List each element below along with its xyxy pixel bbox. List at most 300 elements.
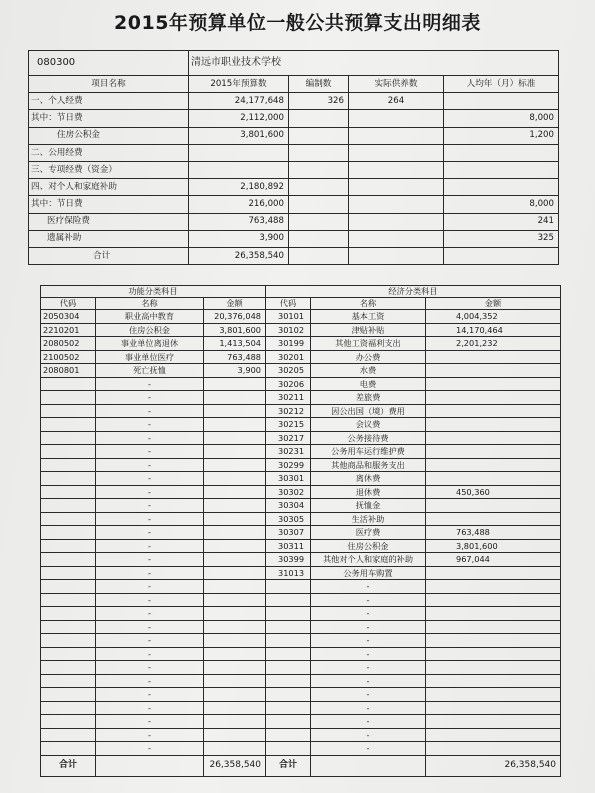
header-func-code: 代码: [41, 298, 96, 310]
func-amount: [204, 499, 266, 513]
detail-row: [41, 701, 561, 715]
summary-table: [28, 50, 559, 265]
func-code: 2050304: [41, 310, 96, 324]
func-name-placeholder: -: [96, 566, 204, 580]
detail-row: [41, 391, 561, 405]
summary-actual: [349, 196, 444, 213]
func-amount: [204, 701, 266, 715]
econ-amount: 2,201,232: [426, 337, 561, 351]
econ-code: 30205: [266, 364, 311, 378]
summary-budget: [189, 161, 289, 178]
detail-row: [41, 350, 561, 364]
econ-code: [266, 701, 311, 715]
summary-budget: 763,488: [189, 213, 289, 230]
func-amount: [204, 418, 266, 432]
summary-standard: [444, 179, 559, 196]
func-name-placeholder: -: [96, 472, 204, 486]
summary-actual: [349, 110, 444, 127]
func-code: [41, 391, 96, 405]
econ-code: 30299: [266, 458, 311, 472]
summary-row: [29, 93, 559, 110]
summary-row: [29, 247, 559, 264]
func-name-placeholder: -: [96, 445, 204, 459]
summary-budget: 24,177,648: [189, 93, 289, 110]
econ-amount: 14,170,464: [426, 323, 561, 337]
econ-code: 30399: [266, 553, 311, 567]
func-name-placeholder: -: [96, 715, 204, 729]
func-amount: [204, 607, 266, 621]
econ-amount: [426, 715, 561, 729]
econ-code: [266, 620, 311, 634]
detail-row: [41, 310, 561, 324]
econ-amount: [426, 472, 561, 486]
summary-budget: [189, 144, 289, 161]
summary-item-name: 四、对个人和家庭补助: [29, 179, 189, 196]
func-amount: [204, 593, 266, 607]
summary-standard: [444, 144, 559, 161]
func-amount: [204, 512, 266, 526]
func-code: [41, 418, 96, 432]
header-func-amount: 金额: [204, 298, 266, 310]
func-amount: [204, 458, 266, 472]
func-name-placeholder: -: [96, 391, 204, 405]
func-code: 2100502: [41, 350, 96, 364]
detail-group-row: [41, 286, 561, 298]
summary-standard: [444, 161, 559, 178]
econ-amount: 450,360: [426, 485, 561, 499]
func-name-placeholder: -: [96, 701, 204, 715]
func-code: [41, 377, 96, 391]
func-amount: [204, 566, 266, 580]
func-name-placeholder: -: [96, 539, 204, 553]
func-name-placeholder: -: [96, 728, 204, 742]
func-amount: [204, 391, 266, 405]
summary-item-name: 其中：节日费: [29, 196, 189, 213]
summary-item-name: 其中：节日费: [29, 110, 189, 127]
econ-name-placeholder: -: [311, 661, 426, 675]
econ-code: [266, 634, 311, 648]
func-amount: [204, 431, 266, 445]
econ-amount: 3,801,600: [426, 539, 561, 553]
summary-row: [29, 179, 559, 196]
econ-name: 其他对个人和家庭的补助: [311, 553, 426, 567]
header-actual: 实际供养数: [349, 76, 444, 93]
detail-row: [41, 431, 561, 445]
summary-item-name: 二、公用经费: [29, 144, 189, 161]
func-amount: [204, 539, 266, 553]
econ-code: [266, 593, 311, 607]
func-code: [41, 674, 96, 688]
func-amount: [204, 661, 266, 675]
summary-staff: [289, 161, 349, 178]
func-name-placeholder: -: [96, 377, 204, 391]
econ-name-placeholder: -: [311, 580, 426, 594]
econ-code: 30217: [266, 431, 311, 445]
func-name-placeholder: -: [96, 553, 204, 567]
econ-name: 其他工资福利支出: [311, 337, 426, 351]
econ-name-placeholder: -: [311, 715, 426, 729]
func-name: 死亡抚恤: [96, 364, 204, 378]
econ-code: 30311: [266, 539, 311, 553]
detail-row: [41, 647, 561, 661]
unit-name: 清远市职业技术学校: [189, 51, 559, 76]
econ-name: 公务接待费: [311, 431, 426, 445]
econ-name: 住房公积金: [311, 539, 426, 553]
econ-code: 30215: [266, 418, 311, 432]
func-amount: 3,900: [204, 364, 266, 378]
summary-standard: 241: [444, 213, 559, 230]
detail-row: [41, 404, 561, 418]
econ-code: [266, 688, 311, 702]
econ-code: 30301: [266, 472, 311, 486]
econ-amount: [426, 607, 561, 621]
econ-name-placeholder: -: [311, 688, 426, 702]
func-name-placeholder: -: [96, 458, 204, 472]
func-amount: [204, 647, 266, 661]
func-name-placeholder: -: [96, 404, 204, 418]
econ-code: [266, 715, 311, 729]
func-code: [41, 539, 96, 553]
econ-code: 31013: [266, 566, 311, 580]
detail-row: [41, 539, 561, 553]
summary-item-name: 住房公积金: [29, 127, 189, 144]
summary-budget: 2,112,000: [189, 110, 289, 127]
econ-code: [266, 728, 311, 742]
econ-amount: [426, 458, 561, 472]
econ-code: [266, 580, 311, 594]
func-name-placeholder: -: [96, 431, 204, 445]
econ-name: 会议费: [311, 418, 426, 432]
func-amount: [204, 634, 266, 648]
econ-name: 差旅费: [311, 391, 426, 405]
group-functional: 功能分类科目: [41, 286, 266, 298]
total-spacer-right: [311, 755, 426, 776]
func-amount: [204, 715, 266, 729]
econ-name: 基本工资: [311, 310, 426, 324]
func-name-placeholder: -: [96, 418, 204, 432]
summary-row: [29, 213, 559, 230]
func-amount: [204, 404, 266, 418]
detail-row: [41, 688, 561, 702]
func-code: [41, 526, 96, 540]
summary-item-name: 合计: [29, 247, 189, 264]
func-code: [41, 458, 96, 472]
func-amount: [204, 728, 266, 742]
func-name: 事业单位医疗: [96, 350, 204, 364]
func-amount: [204, 377, 266, 391]
summary-row: [29, 127, 559, 144]
func-name-placeholder: -: [96, 674, 204, 688]
detail-table: [40, 285, 561, 777]
summary-budget: 216,000: [189, 196, 289, 213]
summary-actual: [349, 230, 444, 247]
detail-row: [41, 593, 561, 607]
func-code: [41, 566, 96, 580]
total-amount-left: 26,358,540: [204, 755, 266, 776]
header-econ-name: 名称: [311, 298, 426, 310]
econ-amount: [426, 391, 561, 405]
header-budget: 2015年预算数: [189, 76, 289, 93]
econ-amount: [426, 445, 561, 459]
econ-amount: [426, 350, 561, 364]
econ-name-placeholder: -: [311, 593, 426, 607]
summary-row: [29, 196, 559, 213]
summary-standard: 8,000: [444, 110, 559, 127]
func-amount: [204, 688, 266, 702]
econ-amount: 4,004,352: [426, 310, 561, 324]
econ-name-placeholder: -: [311, 620, 426, 634]
econ-amount: [426, 634, 561, 648]
detail-row: [41, 674, 561, 688]
summary-budget: 3,801,600: [189, 127, 289, 144]
func-code: [41, 404, 96, 418]
detail-row: [41, 728, 561, 742]
econ-name: 办公费: [311, 350, 426, 364]
econ-name-placeholder: -: [311, 728, 426, 742]
summary-item-name: 遗属补助: [29, 230, 189, 247]
group-economic: 经济分类科目: [266, 286, 561, 298]
func-code: [41, 485, 96, 499]
econ-amount: [426, 701, 561, 715]
summary-row: [29, 144, 559, 161]
func-code: [41, 512, 96, 526]
func-code: [41, 593, 96, 607]
func-amount: [204, 620, 266, 634]
econ-name: 水费: [311, 364, 426, 378]
detail-row: [41, 607, 561, 621]
summary-staff: [289, 127, 349, 144]
econ-code: 30211: [266, 391, 311, 405]
econ-code: [266, 742, 311, 756]
econ-name: 因公出国（境）费用: [311, 404, 426, 418]
econ-code: 30201: [266, 350, 311, 364]
func-name: 住房公积金: [96, 323, 204, 337]
econ-amount: [426, 742, 561, 756]
econ-code: 30212: [266, 404, 311, 418]
func-name-placeholder: -: [96, 526, 204, 540]
detail-row: [41, 742, 561, 756]
econ-name-placeholder: -: [311, 647, 426, 661]
econ-name: 退休费: [311, 485, 426, 499]
summary-actual: [349, 247, 444, 264]
func-code: 2210201: [41, 323, 96, 337]
econ-amount: 967,044: [426, 553, 561, 567]
summary-standard: 1,200: [444, 127, 559, 144]
func-code: 2080502: [41, 337, 96, 351]
detail-row: [41, 485, 561, 499]
func-code: [41, 553, 96, 567]
total-label-right: 合计: [266, 755, 311, 776]
detail-total-row: [41, 755, 561, 776]
summary-header-row: [29, 76, 559, 93]
func-amount: 763,488: [204, 350, 266, 364]
econ-amount: [426, 418, 561, 432]
summary-standard: [444, 247, 559, 264]
summary-standard: 8,000: [444, 196, 559, 213]
func-code: [41, 472, 96, 486]
detail-row: [41, 418, 561, 432]
func-code: [41, 580, 96, 594]
func-code: [41, 620, 96, 634]
func-code: [41, 647, 96, 661]
func-amount: [204, 445, 266, 459]
func-name-placeholder: -: [96, 485, 204, 499]
func-name-placeholder: -: [96, 742, 204, 756]
econ-amount: 763,488: [426, 526, 561, 540]
header-item-name: 项目名称: [29, 76, 189, 93]
summary-actual: [349, 161, 444, 178]
summary-row: [29, 110, 559, 127]
detail-row: [41, 553, 561, 567]
detail-row: [41, 634, 561, 648]
econ-name-placeholder: -: [311, 701, 426, 715]
detail-row: [41, 323, 561, 337]
econ-name: 抚恤金: [311, 499, 426, 513]
econ-amount: [426, 377, 561, 391]
econ-code: [266, 647, 311, 661]
detail-row: [41, 458, 561, 472]
econ-amount: [426, 728, 561, 742]
econ-amount: [426, 620, 561, 634]
econ-code: 30305: [266, 512, 311, 526]
func-name-placeholder: -: [96, 499, 204, 513]
func-code: [41, 701, 96, 715]
func-code: [41, 728, 96, 742]
func-code: [41, 688, 96, 702]
econ-code: [266, 661, 311, 675]
detail-row: [41, 377, 561, 391]
econ-amount: [426, 688, 561, 702]
func-code: [41, 742, 96, 756]
econ-name: 医疗费: [311, 526, 426, 540]
header-econ-amount: 金额: [426, 298, 561, 310]
header-econ-code: 代码: [266, 298, 311, 310]
summary-budget: 26,358,540: [189, 247, 289, 264]
summary-budget: 3,900: [189, 230, 289, 247]
unit-code: 080300: [29, 51, 189, 76]
func-name-placeholder: -: [96, 661, 204, 675]
econ-code: 30231: [266, 445, 311, 459]
econ-amount: [426, 499, 561, 513]
func-amount: [204, 580, 266, 594]
func-name-placeholder: -: [96, 512, 204, 526]
total-spacer-left: [96, 755, 204, 776]
func-name: 职业高中教育: [96, 310, 204, 324]
econ-amount: [426, 593, 561, 607]
econ-name: 其他商品和服务支出: [311, 458, 426, 472]
summary-staff: [289, 144, 349, 161]
detail-row: [41, 715, 561, 729]
total-amount-right: 26,358,540: [426, 755, 561, 776]
func-code: 2080801: [41, 364, 96, 378]
econ-amount: [426, 661, 561, 675]
econ-code: 30206: [266, 377, 311, 391]
detail-row: [41, 661, 561, 675]
econ-name-placeholder: -: [311, 607, 426, 621]
func-amount: [204, 674, 266, 688]
summary-staff: [289, 110, 349, 127]
summary-staff: 326: [289, 93, 349, 110]
econ-code: 30199: [266, 337, 311, 351]
econ-code: [266, 607, 311, 621]
func-code: [41, 715, 96, 729]
detail-row: [41, 499, 561, 513]
econ-name-placeholder: -: [311, 674, 426, 688]
econ-code: 30302: [266, 485, 311, 499]
econ-amount: [426, 512, 561, 526]
total-label-left: 合计: [41, 755, 96, 776]
func-name-placeholder: -: [96, 607, 204, 621]
func-amount: 3,801,600: [204, 323, 266, 337]
func-amount: [204, 526, 266, 540]
detail-row: [41, 512, 561, 526]
summary-actual: [349, 213, 444, 230]
summary-item-name: 一、个人经费: [29, 93, 189, 110]
summary-staff: [289, 179, 349, 196]
summary-standard: 325: [444, 230, 559, 247]
func-name: 事业单位离退休: [96, 337, 204, 351]
summary-actual: [349, 179, 444, 196]
econ-amount: [426, 566, 561, 580]
header-standard: 人均年（月）标准: [444, 76, 559, 93]
header-func-name: 名称: [96, 298, 204, 310]
econ-code: 30101: [266, 310, 311, 324]
func-name-placeholder: -: [96, 593, 204, 607]
func-amount: [204, 472, 266, 486]
econ-code: 30102: [266, 323, 311, 337]
econ-amount: [426, 674, 561, 688]
detail-row: [41, 472, 561, 486]
func-amount: [204, 553, 266, 567]
func-amount: 1,413,504: [204, 337, 266, 351]
func-name-placeholder: -: [96, 580, 204, 594]
summary-row: [29, 230, 559, 247]
econ-name: 津贴补贴: [311, 323, 426, 337]
func-name-placeholder: -: [96, 620, 204, 634]
econ-amount: [426, 364, 561, 378]
header-staff: 编制数: [289, 76, 349, 93]
func-amount: [204, 742, 266, 756]
summary-standard: [444, 93, 559, 110]
page-title: 2015年预算单位一般公共预算支出明细表: [114, 12, 481, 34]
econ-code: 30304: [266, 499, 311, 513]
econ-code: [266, 674, 311, 688]
econ-code: 30307: [266, 526, 311, 540]
summary-budget: 2,180,892: [189, 179, 289, 196]
detail-row: [41, 364, 561, 378]
detail-row: [41, 526, 561, 540]
econ-name-placeholder: -: [311, 634, 426, 648]
econ-amount: [426, 647, 561, 661]
func-name-placeholder: -: [96, 647, 204, 661]
func-code: [41, 607, 96, 621]
detail-header-row: [41, 298, 561, 310]
econ-name: 公务用车购置: [311, 566, 426, 580]
func-code: [41, 431, 96, 445]
func-name-placeholder: -: [96, 634, 204, 648]
econ-amount: [426, 431, 561, 445]
summary-item-name: 医疗保险费: [29, 213, 189, 230]
summary-actual: 264: [349, 93, 444, 110]
summary-staff: [289, 196, 349, 213]
summary-actual: [349, 127, 444, 144]
detail-row: [41, 620, 561, 634]
detail-row: [41, 566, 561, 580]
summary-staff: [289, 230, 349, 247]
func-code: [41, 499, 96, 513]
econ-name: 公务用车运行维护费: [311, 445, 426, 459]
func-code: [41, 661, 96, 675]
